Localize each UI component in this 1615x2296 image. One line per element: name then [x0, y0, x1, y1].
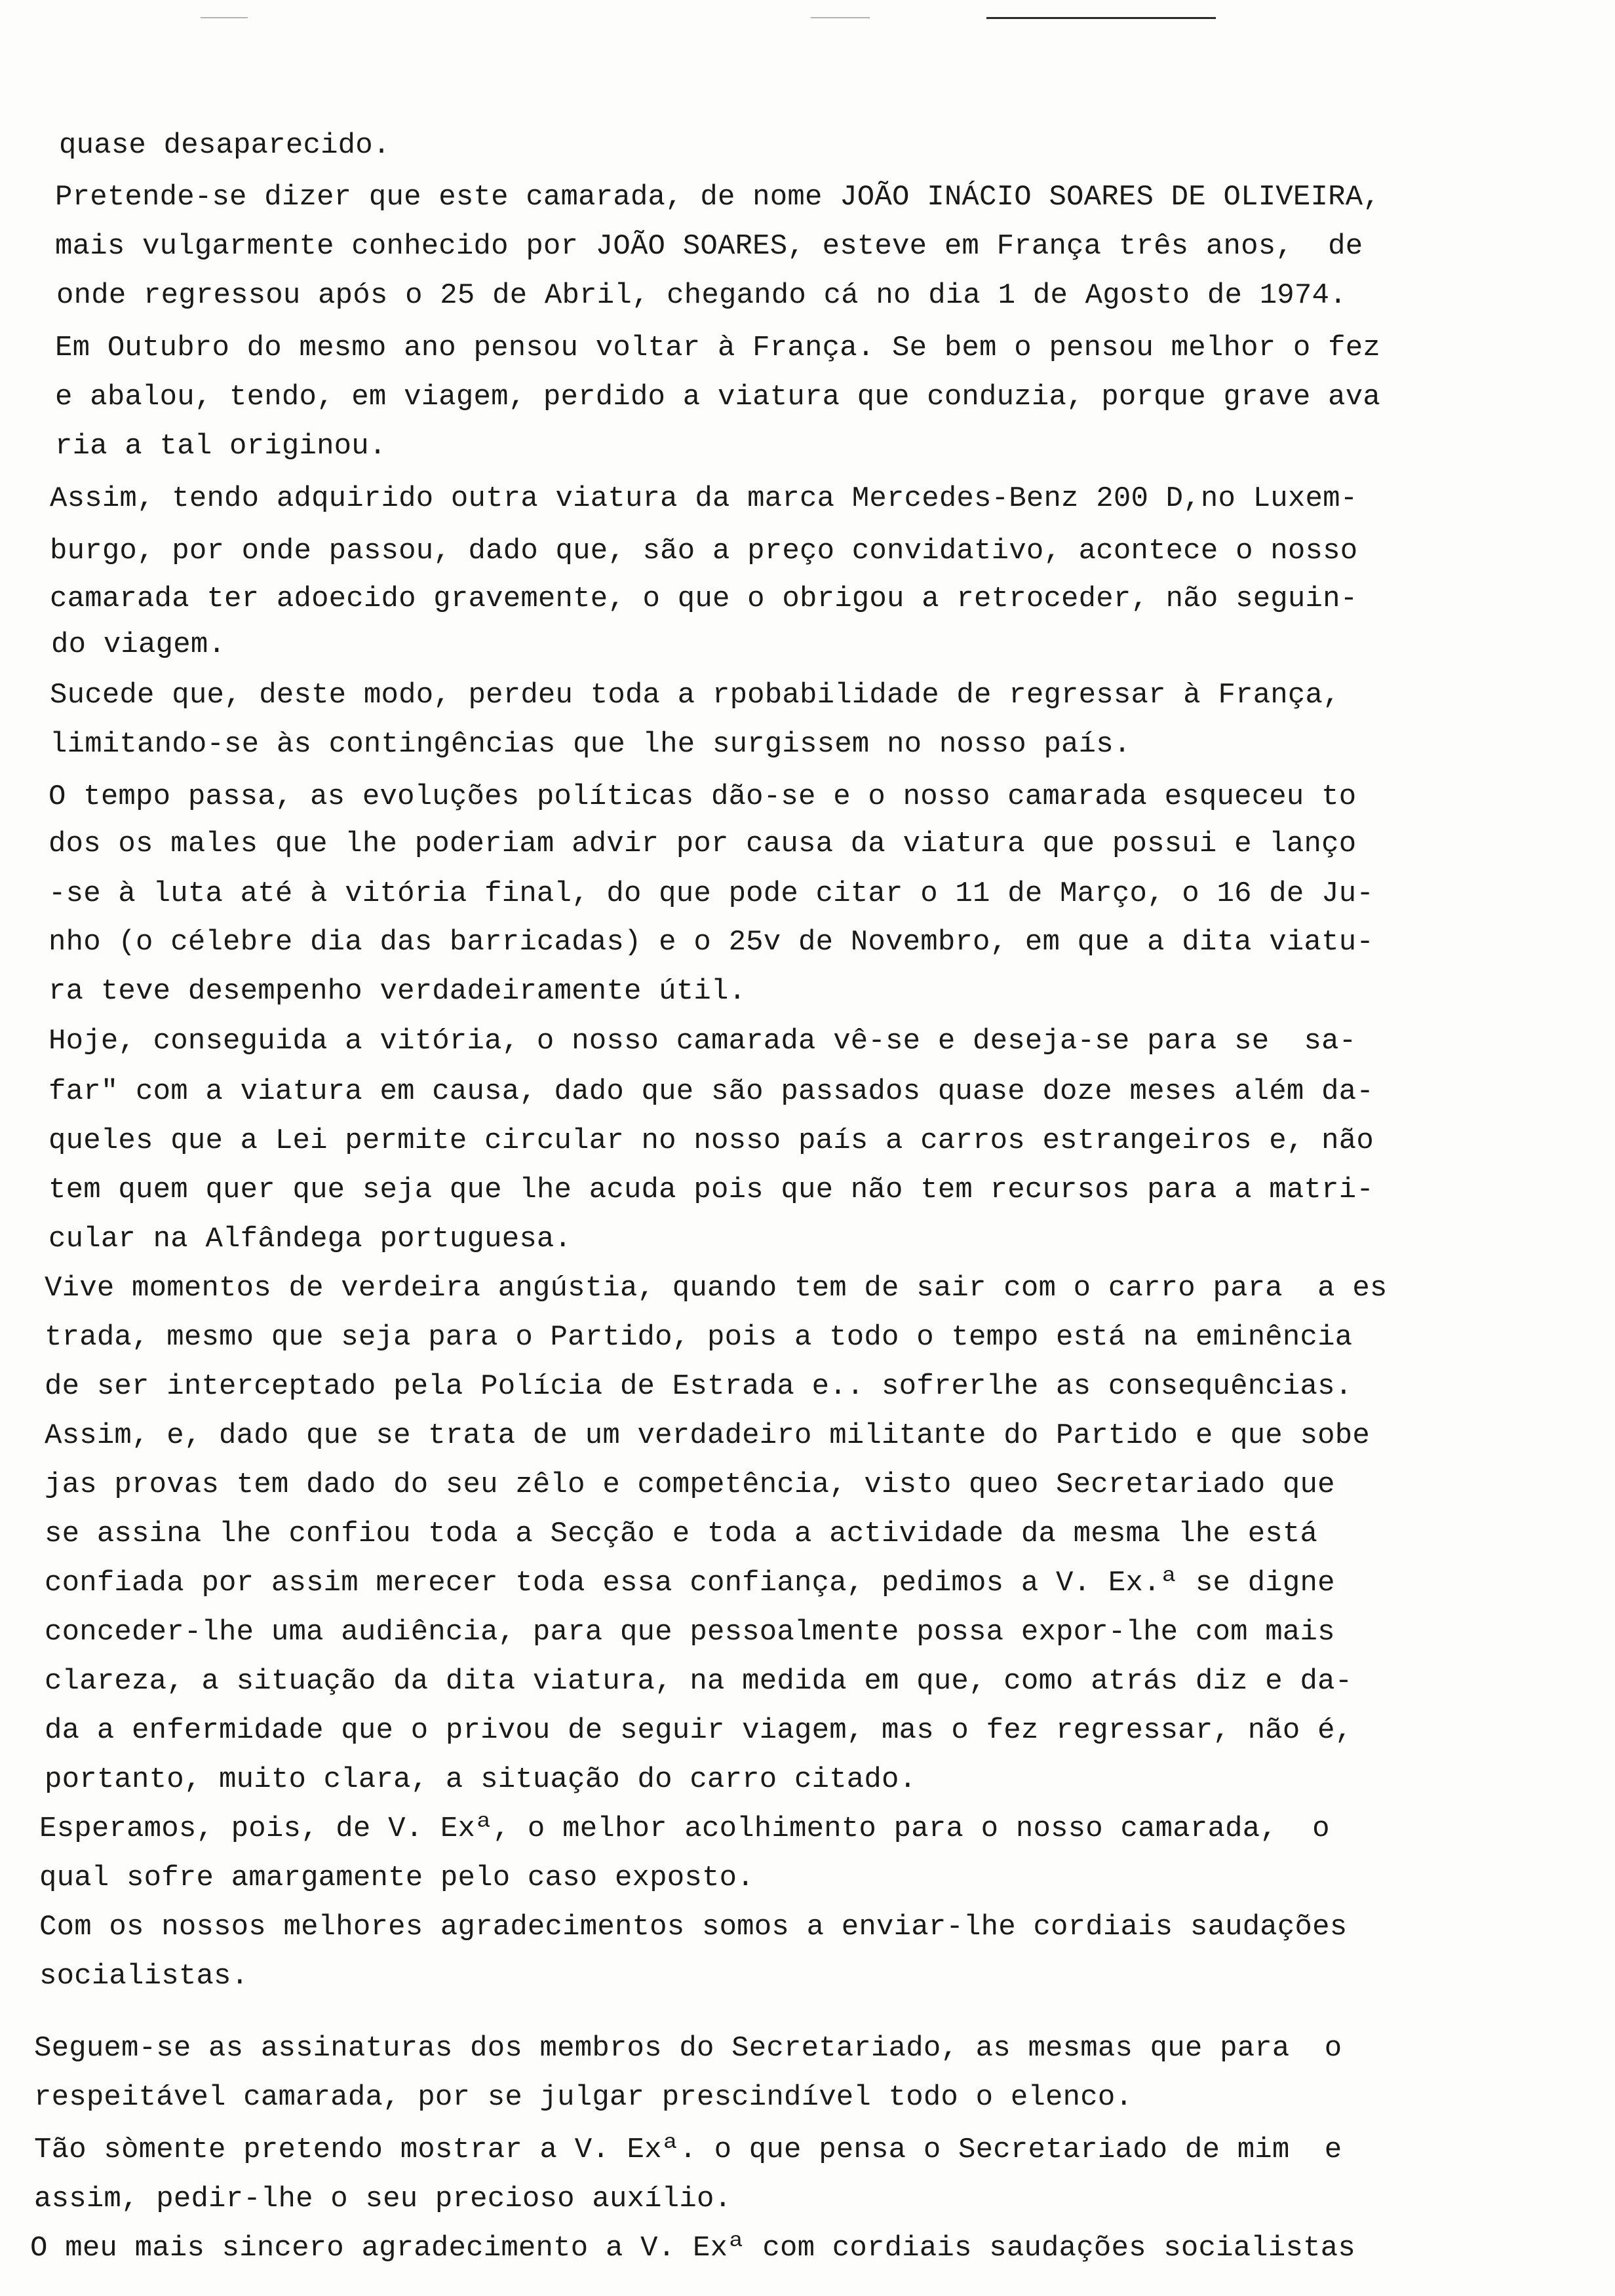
letter-line: far" com a viatura em causa, dado que são passados quase doze meses além da-	[49, 1075, 1374, 1108]
letter-line: Sucede que, deste modo, perdeu toda a rpobabilidade de regressar à França,	[50, 679, 1340, 712]
letter-line: Assim, tendo adquirido outra viatura da marca Mercedes-Benz 200 D,no Luxem-	[50, 482, 1358, 515]
letter-line: queles que a Lei permite circular no nosso país a carros estrangeiros e, não	[49, 1124, 1374, 1157]
letter-line: qual sofre amargamente pelo caso exposto.	[39, 1862, 754, 1894]
letter-line: Vive momentos de verdeira angústia, quando tem de sair com o carro para a es	[45, 1272, 1388, 1305]
letter-line: do viagem.	[51, 628, 226, 661]
top-margin-mark	[811, 17, 870, 18]
letter-line: Em Outubro do mesmo ano pensou voltar à França. Se bem o pensou melhor o fez	[55, 332, 1380, 364]
letter-line: tem quem quer que seja que lhe acuda pois que não tem recursos para a matri-	[49, 1174, 1374, 1206]
letter-line: se assina lhe confiou toda a Secção e toda a actividade da mesma lhe está	[45, 1518, 1318, 1550]
letter-line: conceder-lhe uma audiência, para que pessoalmente possa expor-lhe com mais	[45, 1616, 1335, 1649]
letter-line: e abalou, tendo, em viagem, perdido a viatura que conduzia, porque grave ava	[55, 381, 1380, 413]
letter-line: trada, mesmo que seja para o Partido, pois a todo o tempo está na eminência	[45, 1321, 1353, 1354]
letter-line: burgo, por onde passou, dado que, são a preço convidativo, acontece o nosso	[50, 535, 1358, 567]
letter-line: camarada ter adoecido gravemente, o que o obrigou a retroceder, não seguin-	[50, 583, 1358, 615]
letter-line: socialistas.	[39, 1960, 249, 1993]
top-margin-rule	[986, 17, 1216, 19]
letter-line: de ser interceptado pela Polícia de Estrada e.. sofrerlhe as consequências.	[45, 1370, 1353, 1403]
letter-line: portanto, muito clara, a situação do carro citado.	[45, 1763, 917, 1796]
top-margin-mark	[201, 17, 248, 18]
letter-line: limitando-se às contingências que lhe surgissem no nosso país.	[50, 728, 1131, 761]
letter-line: O tempo passa, as evoluções políticas dão-se e o nosso camarada esqueceu to	[49, 780, 1357, 813]
letter-line: mais vulgarmente conhecido por JOÃO SOARES, esteve em França três anos, de	[55, 230, 1363, 263]
letter-line: onde regressou após o 25 de Abril, chegando cá no dia 1 de Agosto de 1974.	[56, 279, 1347, 312]
letter-line: nho (o célebre dia das barricadas) e o 25v de Novembro, em que a dita viatu-	[49, 926, 1374, 959]
letter-line: quase desaparecido.	[59, 129, 391, 162]
letter-line: O meu mais sincero agradecimento a V. Exª com cordiais saudações socialistas	[30, 2232, 1355, 2265]
letter-line: jas provas tem dado do seu zêlo e competência, visto queo Secretariado que	[45, 1468, 1335, 1501]
letter-line: Hoje, conseguida a vitória, o nosso camarada vê-se e deseja-se para se sa-	[49, 1025, 1357, 1058]
letter-line: respeitável camarada, por se julgar prescindível todo o elenco.	[34, 2081, 1133, 2114]
letter-line: assim, pedir-lhe o seu precioso auxílio.	[34, 2183, 732, 2215]
letter-line: ra teve desempenho verdadeiramente útil.	[49, 975, 747, 1008]
letter-line: Tão sòmente pretendo mostrar a V. Exª. o que pensa o Secretariado de mim e	[34, 2133, 1342, 2166]
letter-line: confiada por assim merecer toda essa confiança, pedimos a V. Ex.ª se digne	[45, 1567, 1335, 1599]
letter-line: ria a tal originou.	[55, 430, 387, 463]
letter-line: -se à luta até à vitória final, do que pode citar o 11 de Março, o 16 de Ju-	[49, 877, 1374, 910]
letter-line: Pretende-se dizer que este camarada, de nome JOÃO INÁCIO SOARES DE OLIVEIRA,	[55, 181, 1380, 214]
letter-line: cular na Alfândega portuguesa.	[49, 1223, 572, 1255]
letter-line: da a enfermidade que o privou de seguir viagem, mas o fez regressar, não é,	[45, 1714, 1353, 1747]
letter-line: Esperamos, pois, de V. Exª, o melhor acolhimento para o nosso camarada, o	[39, 1812, 1330, 1845]
letter-line: clareza, a situação da dita viatura, na medida em que, como atrás diz e da-	[45, 1665, 1353, 1698]
letter-line: Assim, e, dado que se trata de um verdadeiro militante do Partido e que sobe	[45, 1419, 1370, 1452]
letter-line: Seguem-se as assinaturas dos membros do Secretariado, as mesmas que para o	[34, 2032, 1342, 2065]
letter-line: dos os males que lhe poderiam advir por causa da viatura que possui e lanço	[49, 828, 1357, 860]
letter-line: Com os nossos melhores agradecimentos somos a enviar-lhe cordiais saudações	[39, 1911, 1348, 1943]
